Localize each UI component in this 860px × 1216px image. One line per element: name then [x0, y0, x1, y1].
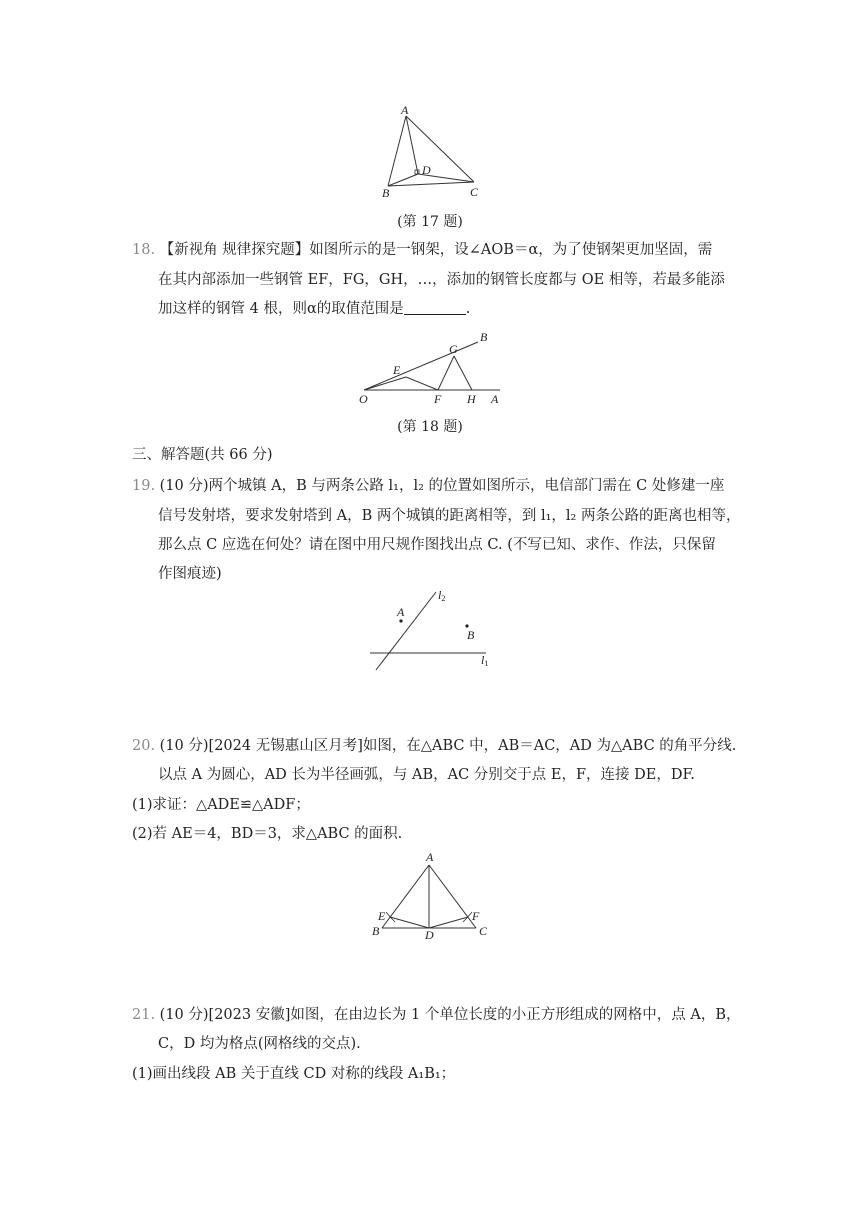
label-l1: l1 — [481, 653, 489, 668]
label-d: D — [422, 163, 431, 177]
label-b: B — [480, 330, 488, 344]
q20-line2: 以点 A 为圆心，AD 长为半径画弧，与 AB，AC 分别交于点 E，F，连接 DE，DF. — [158, 767, 695, 783]
q20-part1: (1)求证：△ADE≌△ADF； — [132, 797, 310, 813]
figure-17-caption: (第 17 题) — [397, 214, 463, 230]
label-f: F — [472, 909, 480, 923]
figure-18 — [350, 325, 510, 410]
figure-18-caption: (第 18 题) — [397, 419, 463, 435]
q18-period: . — [465, 301, 471, 317]
label-h: H — [467, 392, 476, 406]
label-d: D — [425, 928, 434, 942]
q19-line3: 那么点 C 应选在何处？请在图中用尺规作图找出点 C. (不写已知、求作、作法，只保留 — [158, 537, 716, 553]
figure-17 — [370, 100, 490, 205]
triangle-abc-diagram — [370, 100, 490, 205]
q19-text-1: (10 分)两个城镇 A，B 与两条公路 l₁，l₂ 的位置如图所示，电信部门需在 C 处修建一座 — [159, 478, 725, 494]
q20-text-1: (10 分)[2024 无锡惠山区月考]如图，在△ABC 中，AB＝AC，AD 为△ABC 的角平分线. — [159, 738, 737, 754]
q19-line2: 信号发射塔，要求发射塔到 A，B 两个城镇的距离相等，到 l₁，l₂ 两条公路的距离也相等， — [158, 508, 741, 524]
q20-part2: (2)若 AE＝4，BD＝3，求△ABC 的面积. — [132, 826, 403, 842]
q19-line1 — [132, 476, 724, 496]
q21-line2: C，D 均为格点(网格线的交点). — [158, 1036, 361, 1052]
label-e: E — [393, 363, 401, 377]
q19-number: 19. — [132, 478, 156, 494]
q21-line1 — [132, 1005, 741, 1025]
label-f: F — [434, 392, 442, 406]
label-b: B — [467, 628, 475, 642]
label-b: B — [382, 186, 390, 200]
label-a: A — [426, 850, 434, 864]
q18-text-3: 加这样的钢管 4 根，则α的取值范围是 — [158, 301, 404, 317]
q18-line1 — [132, 240, 712, 260]
label-a: A — [397, 605, 405, 619]
roads-towns-diagram — [360, 588, 500, 673]
label-l2: l2 — [438, 588, 446, 603]
steel-frame-diagram — [350, 325, 510, 410]
q21-part1: (1)画出线段 AB 关于直线 CD 对称的线段 A₁B₁； — [132, 1066, 456, 1082]
label-c: C — [479, 924, 488, 938]
figure-20 — [360, 848, 500, 943]
label-o: O — [359, 392, 368, 406]
label-b: B — [372, 924, 380, 938]
answer-blank[interactable] — [404, 300, 466, 315]
q18-number: 18. — [132, 242, 156, 258]
label-a: A — [491, 392, 499, 406]
q18-line3 — [158, 299, 470, 319]
q20-line1 — [132, 736, 736, 756]
isosceles-triangle-diagram — [360, 848, 500, 943]
q21-number: 21. — [132, 1007, 156, 1023]
section-3-heading: 三、解答题(共 66 分) — [132, 447, 273, 463]
q19-line4: 作图痕迹) — [158, 566, 222, 582]
q18-text-1: 【新视角 规律探究题】如图所示的是一钢架，设∠AOB＝α，为了使钢架更加坚固，需 — [159, 242, 713, 258]
q20-number: 20. — [132, 738, 156, 754]
label-a: A — [401, 103, 409, 117]
figure-19 — [360, 588, 500, 673]
q18-line2: 在其内部添加一些钢管 EF，FG，GH，…，添加的钢管长度都与 OE 相等，若最多能添 — [158, 272, 725, 288]
label-e: E — [378, 909, 386, 923]
label-g: G — [449, 342, 458, 356]
label-c: C — [470, 185, 479, 199]
q21-text-1: (10 分)[2023 安徽]如图，在由边长为 1 个单位长度的小正方形组成的网格中，点 A，B， — [159, 1007, 741, 1023]
